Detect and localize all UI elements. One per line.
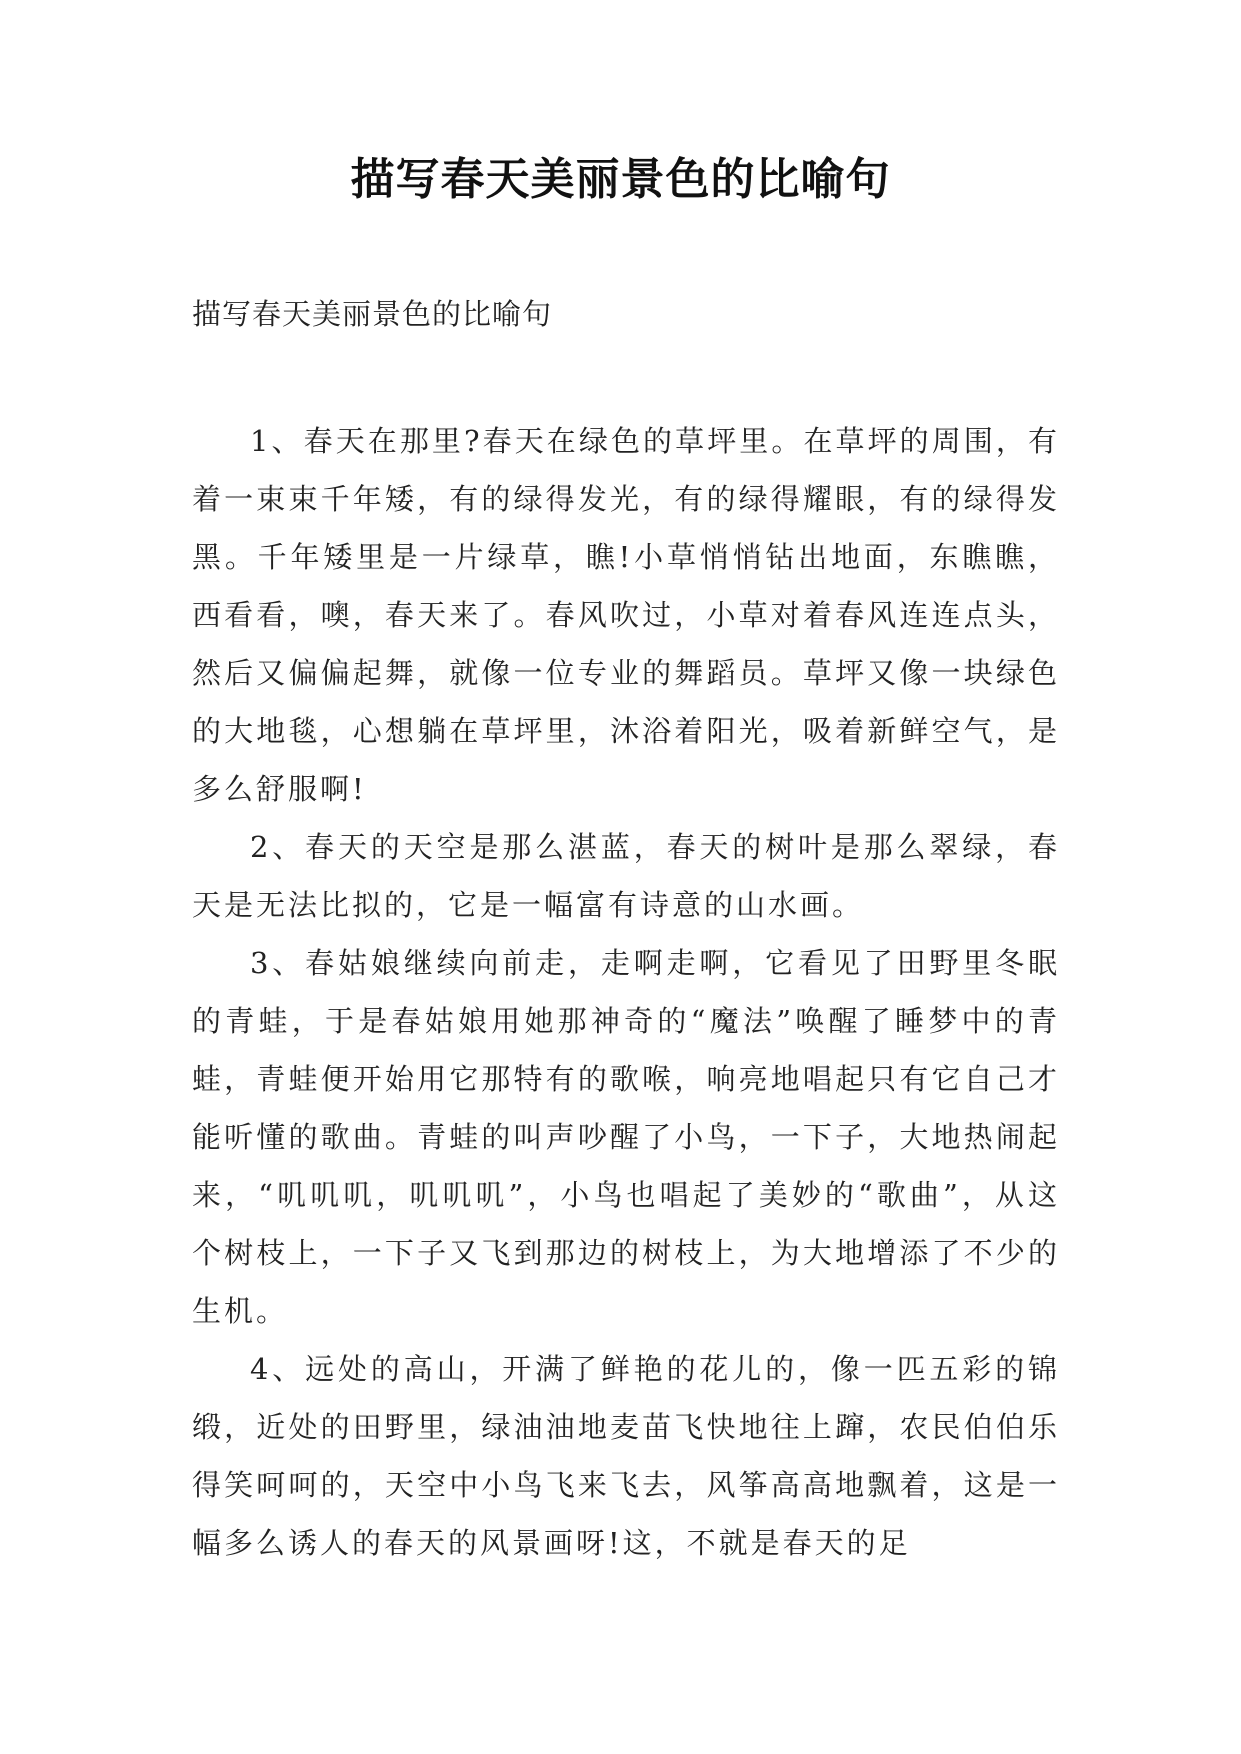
paragraph: 2、春天的天空是那么湛蓝，春天的树叶是那么翠绿，春天是无法比拟的，它是一幅富有诗意的山水画。: [192, 830, 1060, 922]
document-title: 描写春天美丽景色的比喻句: [350, 154, 891, 205]
document-subtitle: 描写春天美丽景色的比喻句: [192, 297, 553, 331]
paragraph: 4、远处的高山，开满了鲜艳的花儿的，像一匹五彩的锦缎，近处的田野里，绿油油地麦苗飞快地往上蹿，农民伯伯乐得笑呵呵的，天空中小鸟飞来飞去，风筝高高地飘着，这是一幅多么诱人的春天的风景画呀!这，不就是春天的足: [192, 1352, 1060, 1560]
paragraph: 1、春天在那里?春天在绿色的草坪里。在草坪的周围，有着一束束千年矮，有的绿得发光，有的绿得耀眼，有的绿得发黑。千年矮里是一片绿草，瞧!小草悄悄钻出地面，东瞧瞧，西看看，噢，春天来了。春风吹过，小草对着春风连连点头，然后又偏偏起舞，就像一位专业的舞蹈员。草坪又像一块绿色的大地毯，心想躺在草坪里，沐浴着阳光，吸着新鲜空气，是多么舒服啊!: [192, 424, 1060, 806]
paragraph: 3、春姑娘继续向前走，走啊走啊，它看见了田野里冬眠的青蛙，于是春姑娘用她那神奇的“魔法”唤醒了睡梦中的青蛙，青蛙便开始用它那特有的歌喉，响亮地唱起只有它自己才能听懂的歌曲。青蛙的叫声吵醒了小鸟，一下子，大地热闹起来，“叽叽叽，叽叽叽”，小鸟也唱起了美妙的“歌曲”，从这个树枝上，一下子又飞到那边的树枝上，为大地增添了不少的生机。: [192, 946, 1060, 1328]
document-body: [192, 412, 1060, 1572]
